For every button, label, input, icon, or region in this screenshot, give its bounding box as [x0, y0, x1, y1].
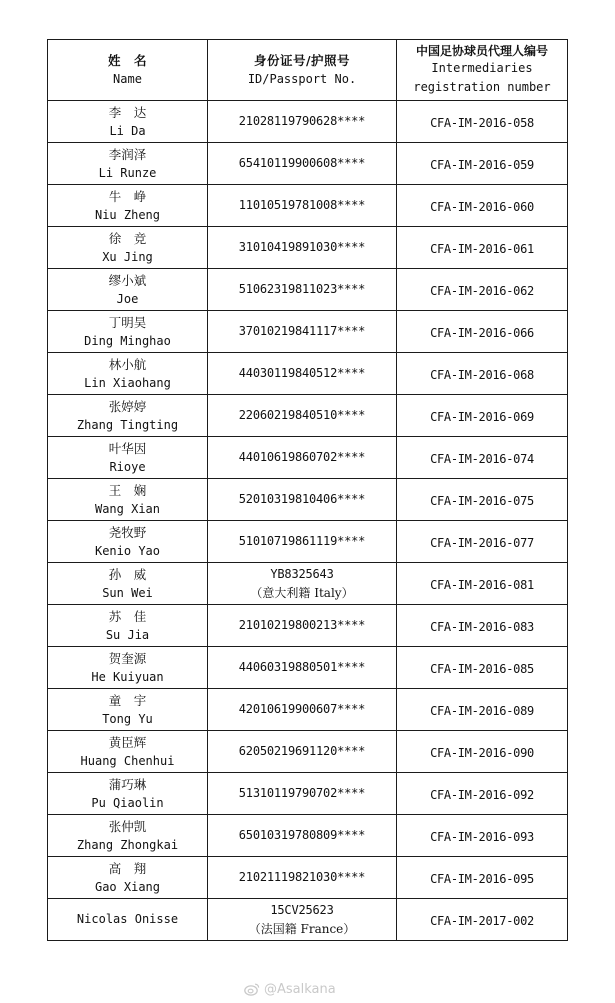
id-cell	[208, 731, 397, 773]
watermark	[244, 980, 374, 998]
id-number: 42010619900607****	[238, 702, 366, 716]
table-row	[48, 563, 568, 605]
id-cell	[208, 143, 397, 185]
id-number: 52010319810406****	[238, 492, 366, 506]
registration-cell	[397, 101, 568, 143]
table-row	[48, 437, 568, 479]
id-cell	[208, 437, 397, 479]
name-cn: 李润泽	[108, 146, 147, 162]
header-id	[208, 40, 397, 101]
name-en: Li Da	[109, 123, 146, 138]
header-name-cn: 姓 名	[107, 53, 147, 68]
header-name	[48, 40, 208, 101]
table-row	[48, 899, 568, 941]
name-cell	[48, 395, 208, 437]
registration-cell	[397, 731, 568, 773]
name-cn: 张仲凯	[108, 818, 147, 834]
name-en: He Kuiyuan	[91, 669, 164, 684]
header-registration	[397, 40, 568, 101]
registration-number: CFA-IM-2016-061	[430, 242, 534, 256]
name-cell	[48, 605, 208, 647]
header-name-en: Name	[113, 72, 142, 86]
id-cell	[208, 479, 397, 521]
registration-number: CFA-IM-2016-060	[430, 200, 534, 214]
registration-cell	[397, 395, 568, 437]
registration-number: CFA-IM-2016-090	[430, 746, 534, 760]
name-cell	[48, 185, 208, 227]
registration-cell	[397, 563, 568, 605]
table-row	[48, 647, 568, 689]
registration-number: CFA-IM-2016-059	[430, 158, 534, 172]
name-en: Joe	[116, 291, 139, 306]
registration-number: CFA-IM-2016-062	[430, 284, 534, 298]
name-cell	[48, 101, 208, 143]
table-row	[48, 353, 568, 395]
name-cn: 缪小斌	[108, 272, 147, 288]
name-en: Pu Qiaolin	[91, 795, 164, 810]
name-cn: 孙 威	[108, 566, 147, 582]
name-cell	[48, 227, 208, 269]
name-cn: 牛 峥	[108, 188, 147, 204]
id-number: 51310119790702****	[238, 786, 366, 800]
name-cn: 林小航	[108, 356, 147, 372]
name-cn: 黄臣辉	[108, 734, 147, 750]
id-cell	[208, 311, 397, 353]
table-row	[48, 857, 568, 899]
registration-cell	[397, 773, 568, 815]
id-cell	[208, 857, 397, 899]
name-cell	[48, 143, 208, 185]
name-en: Xu Jing	[102, 249, 153, 264]
table-row	[48, 815, 568, 857]
table-body	[48, 101, 568, 941]
table-row	[48, 185, 568, 227]
id-number: 21010219800213****	[238, 618, 366, 632]
id-cell	[208, 563, 397, 605]
name-en: Lin Xiaohang	[84, 375, 171, 390]
registration-cell	[397, 605, 568, 647]
id-cell	[208, 269, 397, 311]
name-en: Su Jia	[105, 627, 150, 642]
name-en: Wang Xian	[94, 501, 161, 516]
name-cell	[48, 311, 208, 353]
registration-number: CFA-IM-2016-074	[430, 452, 534, 466]
registration-number: CFA-IM-2016-069	[430, 410, 534, 424]
registration-cell	[397, 857, 568, 899]
name-cn: 童 宇	[108, 692, 147, 708]
table-row	[48, 101, 568, 143]
name-cn: 尧牧野	[108, 524, 147, 540]
name-cell	[48, 689, 208, 731]
registration-number: CFA-IM-2016-085	[430, 662, 534, 676]
registration-number: CFA-IM-2016-077	[430, 536, 534, 550]
table-row	[48, 605, 568, 647]
table-row	[48, 395, 568, 437]
name-en: Rioye	[109, 459, 146, 474]
nationality-note: （意大利籍 Italy）	[250, 585, 354, 600]
id-cell	[208, 815, 397, 857]
id-number: 22060219840510****	[238, 408, 366, 422]
registration-cell	[397, 647, 568, 689]
name-cell	[48, 521, 208, 563]
id-cell	[208, 521, 397, 563]
header-id-en: ID/Passport No.	[247, 72, 357, 86]
intermediaries-table	[47, 39, 568, 941]
id-cell	[208, 101, 397, 143]
name-en: Tong Yu	[102, 711, 153, 726]
registration-cell	[397, 311, 568, 353]
registration-number: CFA-IM-2017-002	[430, 914, 534, 928]
table-row	[48, 479, 568, 521]
name-en: Sun Wei	[102, 585, 153, 600]
id-cell	[208, 227, 397, 269]
header-id-cn: 身份证号/护照号	[253, 53, 351, 68]
id-number: 51062319811023****	[238, 282, 366, 296]
name-cell	[48, 353, 208, 395]
registration-cell	[397, 143, 568, 185]
id-cell	[208, 395, 397, 437]
registration-cell	[397, 227, 568, 269]
registration-cell	[397, 815, 568, 857]
id-number: 21028119790628****	[238, 114, 366, 128]
name-cn: 王 娴	[108, 482, 147, 498]
registration-number: CFA-IM-2016-092	[430, 788, 534, 802]
table-row	[48, 269, 568, 311]
name-en: Niu Zheng	[94, 207, 161, 222]
table-row	[48, 689, 568, 731]
table-row	[48, 143, 568, 185]
id-cell	[208, 605, 397, 647]
id-cell	[208, 353, 397, 395]
name-cell	[48, 773, 208, 815]
header-reg-en-line2: registration number	[413, 80, 551, 94]
registration-cell	[397, 437, 568, 479]
name-en: Gao Xiang	[94, 879, 161, 894]
name-cn: 李 达	[108, 104, 147, 120]
table-header-row	[48, 40, 568, 101]
id-number: 37010219841117****	[238, 324, 366, 338]
header-reg-cn: 中国足协球员代理人编号	[415, 44, 548, 58]
name-cn: 贺奎源	[108, 650, 147, 666]
name-cn: 丁明昊	[108, 314, 147, 330]
registration-number: CFA-IM-2016-083	[430, 620, 534, 634]
id-cell	[208, 647, 397, 689]
name-cn: 张婷婷	[108, 398, 147, 414]
name-cell	[48, 437, 208, 479]
id-number: 62050219691120****	[238, 744, 366, 758]
id-number: 44060319880501****	[238, 660, 366, 674]
name-cn: 高 翔	[108, 860, 147, 876]
name-en: Huang Chenhui	[80, 753, 175, 768]
name-en: Zhang Zhongkai	[76, 837, 179, 852]
registration-number: CFA-IM-2016-095	[430, 872, 534, 886]
registration-cell	[397, 689, 568, 731]
registration-number: CFA-IM-2016-081	[430, 578, 534, 592]
watermark-text: @Asalkana	[264, 981, 336, 997]
name-cell	[48, 815, 208, 857]
registration-number: CFA-IM-2016-093	[430, 830, 534, 844]
id-number: 21021119821030****	[238, 870, 366, 884]
name-en: Li Runze	[98, 165, 157, 180]
table-row	[48, 731, 568, 773]
table-row	[48, 311, 568, 353]
registration-cell	[397, 353, 568, 395]
name-en: Nicolas Onisse	[76, 912, 179, 926]
registration-cell	[397, 899, 568, 941]
id-cell	[208, 689, 397, 731]
name-cell	[48, 731, 208, 773]
registration-number: CFA-IM-2016-068	[430, 368, 534, 382]
id-cell	[208, 185, 397, 227]
registration-number: CFA-IM-2016-089	[430, 704, 534, 718]
registration-number: CFA-IM-2016-066	[430, 326, 534, 340]
registration-cell	[397, 185, 568, 227]
name-en: Zhang Tingting	[76, 417, 179, 432]
table-row	[48, 227, 568, 269]
id-number: 44030119840512****	[238, 366, 366, 380]
name-cell	[48, 857, 208, 899]
id-number: YB8325643	[270, 566, 334, 581]
name-cell	[48, 647, 208, 689]
id-number: 31010419891030****	[238, 240, 366, 254]
name-cn: 蒲巧琳	[108, 776, 147, 792]
table-row	[48, 521, 568, 563]
name-cell	[48, 479, 208, 521]
name-en: Ding Minghao	[84, 333, 171, 348]
name-cn: 苏 佳	[108, 608, 147, 624]
name-cn: 徐 竞	[108, 230, 147, 246]
name-cell	[48, 899, 208, 941]
name-en: Kenio Yao	[94, 543, 161, 558]
header-reg-en-line1: Intermediaries	[431, 61, 533, 75]
registration-number: CFA-IM-2016-058	[430, 116, 534, 130]
id-cell	[208, 773, 397, 815]
name-cell	[48, 269, 208, 311]
id-cell	[208, 899, 397, 941]
id-number: 15CV25623	[270, 902, 334, 917]
id-number: 65010319780809****	[238, 828, 366, 842]
weibo-icon	[244, 982, 260, 996]
id-number: 44010619860702****	[238, 450, 366, 464]
name-cn: 叶华因	[108, 440, 147, 456]
id-number: 51010719861119****	[238, 534, 366, 548]
nationality-note: （法国籍 France）	[248, 921, 356, 936]
id-number: 11010519781008****	[238, 198, 366, 212]
registration-cell	[397, 521, 568, 563]
id-number: 65410119900608****	[238, 156, 366, 170]
table-row	[48, 773, 568, 815]
registration-cell	[397, 269, 568, 311]
registration-cell	[397, 479, 568, 521]
name-cell	[48, 563, 208, 605]
registration-number: CFA-IM-2016-075	[430, 494, 534, 508]
